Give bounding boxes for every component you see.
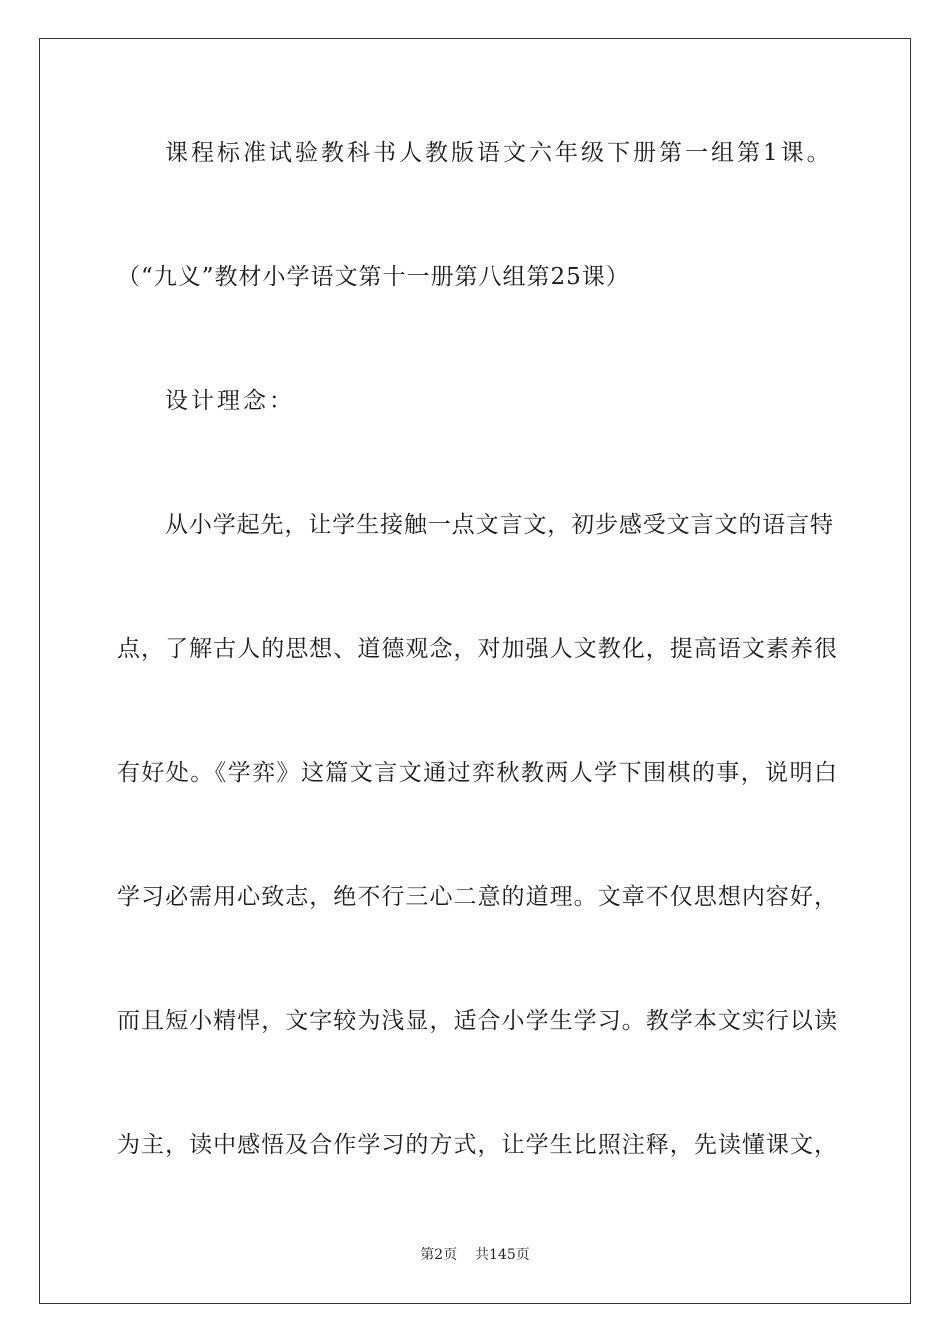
footer-page-prefix: 第: [420, 1247, 435, 1263]
doc-paragraph-line-2: 点，了解古人的思想、道德观念，对加强人文教化，提高语文素养很: [117, 636, 837, 662]
doc-paragraph-line-5: 而且短小精悍，文字较为浅显，适合小学生学习。教学本文实行以读: [117, 1008, 837, 1034]
doc-line-course-info: 课程标准试验教科书人教版语文六年级下册第一组第1课。: [165, 140, 833, 166]
footer-total-suffix: 页: [515, 1247, 530, 1263]
doc-paragraph-line-4: 学习必需用心致志，绝不行三心二意的道理。文章不仅思想内容好，: [117, 884, 837, 910]
footer-page-suffix: 页: [443, 1247, 458, 1263]
doc-line-textbook-ref: （“九义”教材小学语文第十一册第八组第25课）: [117, 264, 630, 290]
doc-paragraph-line-3: 有好处。《学弈》这篇文言文通过弈秋教两人学下围棋的事，说明白: [117, 760, 837, 786]
page-frame: [39, 38, 911, 1304]
doc-line-design-heading: 设计理念：: [165, 388, 295, 414]
footer-total-prefix: 共: [475, 1247, 489, 1263]
footer-total-pages: 145: [489, 1247, 516, 1263]
page-footer: [0, 1246, 950, 1264]
footer-page-number: 2: [434, 1247, 444, 1263]
doc-paragraph-line-6: 为主，读中感悟及合作学习的方式，让学生比照注释，先读懂课文，: [117, 1132, 837, 1158]
doc-paragraph-line-1: 从小学起先，让学生接触一点文言文，初步感受文言文的语言特: [165, 512, 833, 538]
